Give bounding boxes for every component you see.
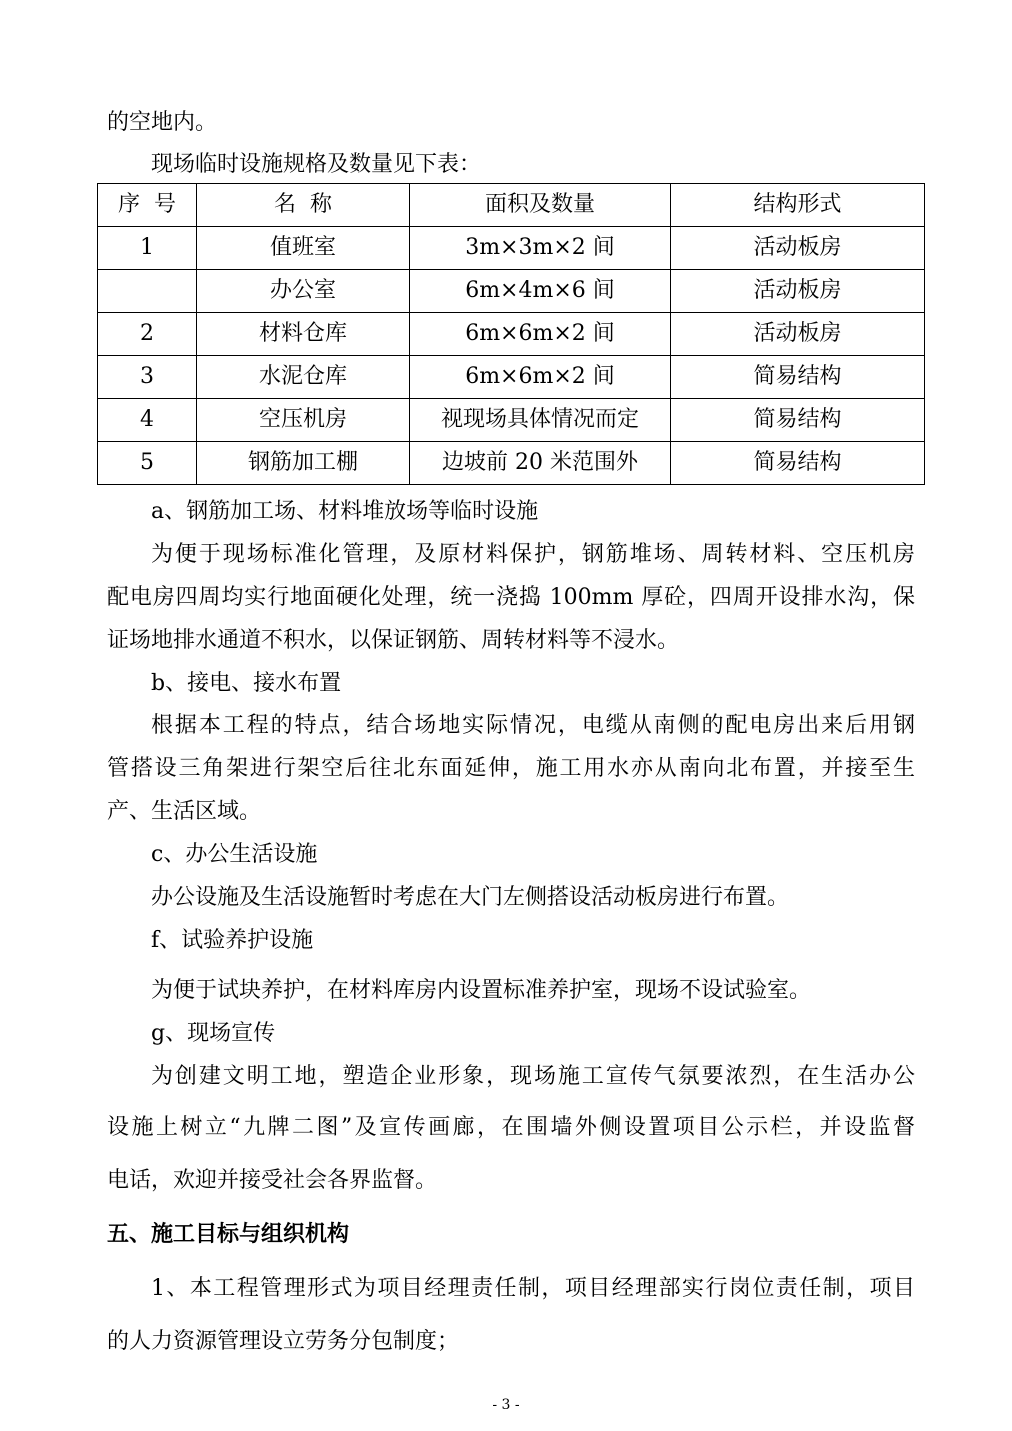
text-line: 办公设施及生活设施暂时考虑在大门左侧搭设活动板房进行布置。 [151,885,790,910]
table-cell: 空压机房 [197,399,410,442]
section-heading: 五、施工目标与组织机构 [107,1222,350,1247]
table-row [98,227,925,270]
table-cell: 1 [98,227,197,270]
text-line: 证场地排水通道不积水，以保证钢筋、周转材料等不浸水。 [107,628,680,653]
section-label: b、接电、接水布置 [151,671,342,696]
table-cell: 活动板房 [671,270,925,313]
table-cell: 2 [98,313,197,356]
table-cell: 6m×6m×2 间 [410,313,671,356]
section-label: a、钢筋加工场、材料堆放场等临时设施 [151,499,539,524]
table-cell: 简易结构 [671,356,925,399]
page-number: - 3 - [492,1397,520,1413]
text-line: 管搭设三角架进行架空后往北东面延伸，施工用水亦从南向北布置，并接至生 [107,756,915,781]
text-line: 产、生活区域。 [107,799,262,824]
table-cell: 3 [98,356,197,399]
table-header-cell: 名 称 [197,184,410,227]
text-line: 的人力资源管理设立劳务分包制度； [107,1329,460,1354]
table-cell: 视现场具体情况而定 [410,399,671,442]
section-label: c、办公生活设施 [151,842,318,867]
table-cell: 5 [98,442,197,485]
table-header-cell: 面积及数量 [410,184,671,227]
section-label: f、试验养护设施 [151,928,314,953]
table-row [98,270,925,313]
table-cell: 3m×3m×2 间 [410,227,671,270]
text-line: 现场临时设施规格及数量见下表： [151,152,482,177]
table-row [98,399,925,442]
text-line: 电话，欢迎并接受社会各界监督。 [107,1168,438,1193]
table-header-cell: 结构形式 [671,184,925,227]
table-cell: 简易结构 [671,399,925,442]
table-cell: 材料仓库 [197,313,410,356]
table-cell: 钢筋加工棚 [197,442,410,485]
text-line: 为便于现场标准化管理，及原材料保护，钢筋堆场、周转材料、空压机房 [151,542,915,567]
text-line: 为创建文明工地，塑造企业形象，现场施工宣传气氛要浓烈，在生活办公 [151,1064,915,1089]
table-cell: 活动板房 [671,227,925,270]
text-line: 设施上树立“九牌二图”及宣传画廊，在围墙外侧设置项目公示栏，并设监督 [107,1115,915,1140]
facilities-table [97,183,925,485]
table-cell: 活动板房 [671,313,925,356]
text-line: 的空地内。 [107,110,218,135]
table-cell: 值班室 [197,227,410,270]
table-row [98,313,925,356]
table-cell: 4 [98,399,197,442]
table-cell: 水泥仓库 [197,356,410,399]
table-cell: 办公室 [197,270,410,313]
table-cell: 简易结构 [671,442,925,485]
text-line: 为便于试块养护，在材料库房内设置标准养护室，现场不设试验室。 [151,978,812,1003]
text-line: 根据本工程的特点，结合场地实际情况，电缆从南侧的配电房出来后用钢 [151,713,915,738]
table-cell: 6m×4m×6 间 [410,270,671,313]
table-header-cell: 序 号 [98,184,197,227]
table-cell: 边坡前 20 米范围外 [410,442,671,485]
table-cell [98,270,197,313]
table-header-row [98,184,925,227]
table-cell: 6m×6m×2 间 [410,356,671,399]
section-label: g、现场宣传 [151,1021,276,1046]
table-row [98,442,925,485]
table-row [98,356,925,399]
text-line: 配电房四周均实行地面硬化处理，统一浇捣 100mm 厚砼，四周开设排水沟，保 [107,585,915,610]
text-line: 1、本工程管理形式为项目经理责任制，项目经理部实行岗位责任制，项目 [151,1276,915,1301]
